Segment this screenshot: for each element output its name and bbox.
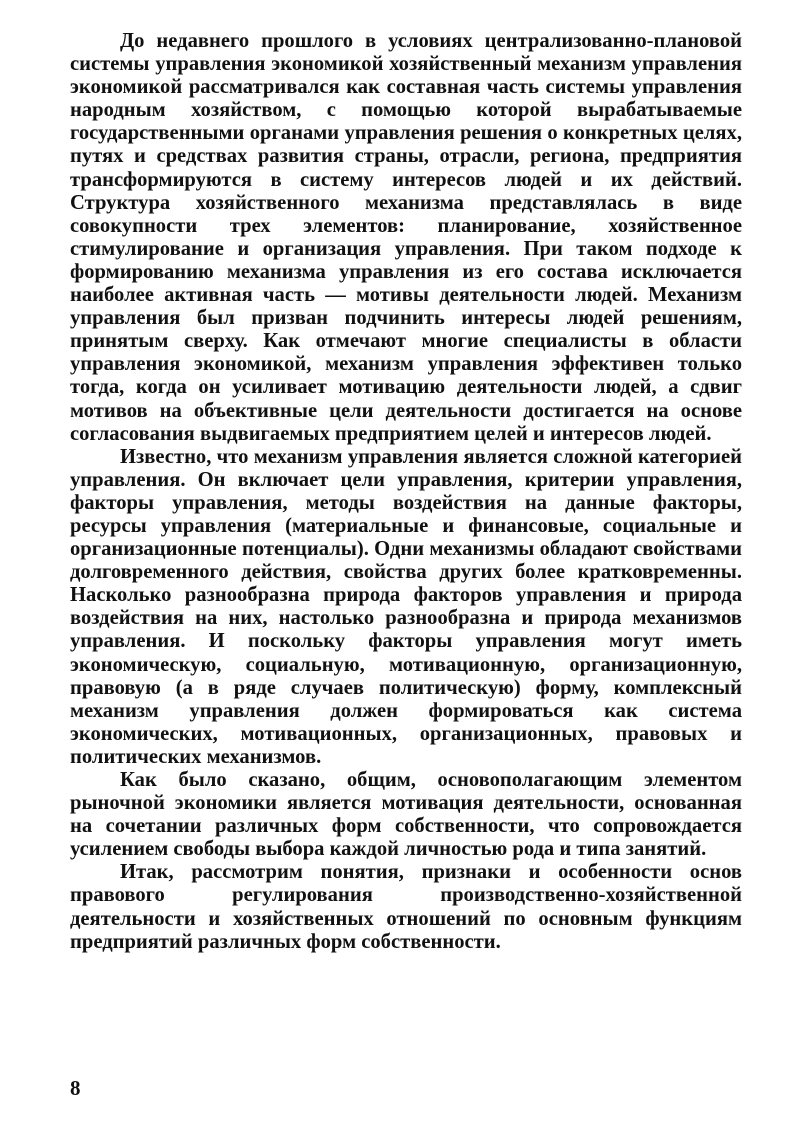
paragraph: До недавнего прошлого в условиях централизованно-плановой системы управления экономикой хозяйственный механизм управления экономикой рассматривался как составная часть системы управления народным хозяйством, с помощью которой вырабатываемые государственными органами управления решения о конкретных целях, путях и средствах развития страны, отрасли, региона, предприятия трансформируются в систему интересов людей и их действий. Структура хозяйственного механизма представлялась в виде совокупности трех элементов: планирование, хозяйственное стимулирование и организация управления. При таком подходе к формированию механизма управления из его состава исключается наиболее активная часть — мотивы деятельности людей. Механизм управления был призван подчинить интересы людей решениям, принятым сверху. Как отмечают многие специалисты в области управления экономикой, механизм управления эффективен только тогда, когда он усиливает мотивацию деятельности людей, а сдвиг мотивов на объективные цели деятельности достигается на основе согласования выдвигаемых предприятием целей и интересов людей. (70, 30, 742, 445)
paragraph: Как было сказано, общим, основополагающим элементом рыночной экономики является мотивация деятельности, основанная на сочетании различных форм собственности, что сопровождается усилением свободы выбора каждой личностью рода и типа занятий. (70, 769, 742, 861)
page-body (70, 30, 742, 954)
page-number: 8 (70, 1076, 81, 1100)
paragraph: Известно, что механизм управления является сложной категорией управления. Он включает цели управления, критерии управления, факторы управления, методы воздействия на данные факторы, ресурсы управления (материальные и финансовые, социальные и организационные потенциалы). Одни механизмы обладают свойствами долговременного действия, свойства других более кратковременны. Насколько разнообразна природа факторов управления и природа воздействия на них, настолько разнообразна и природа механизмов управления. И поскольку факторы управления могут иметь экономическую, социальную, мотивационную, организационную, правовую (а в ряде случаев политическую) форму, комплексный механизм управления должен формироваться как система экономических, мотивационных, организационных, правовых и политических механизмов. (70, 445, 742, 768)
paragraph: Итак, рассмотрим понятия, признаки и особенности основ правового регулирования производственно-хозяйственной деятельности и хозяйственных отношений по основным функциям предприятий различных форм собственности. (70, 861, 742, 953)
